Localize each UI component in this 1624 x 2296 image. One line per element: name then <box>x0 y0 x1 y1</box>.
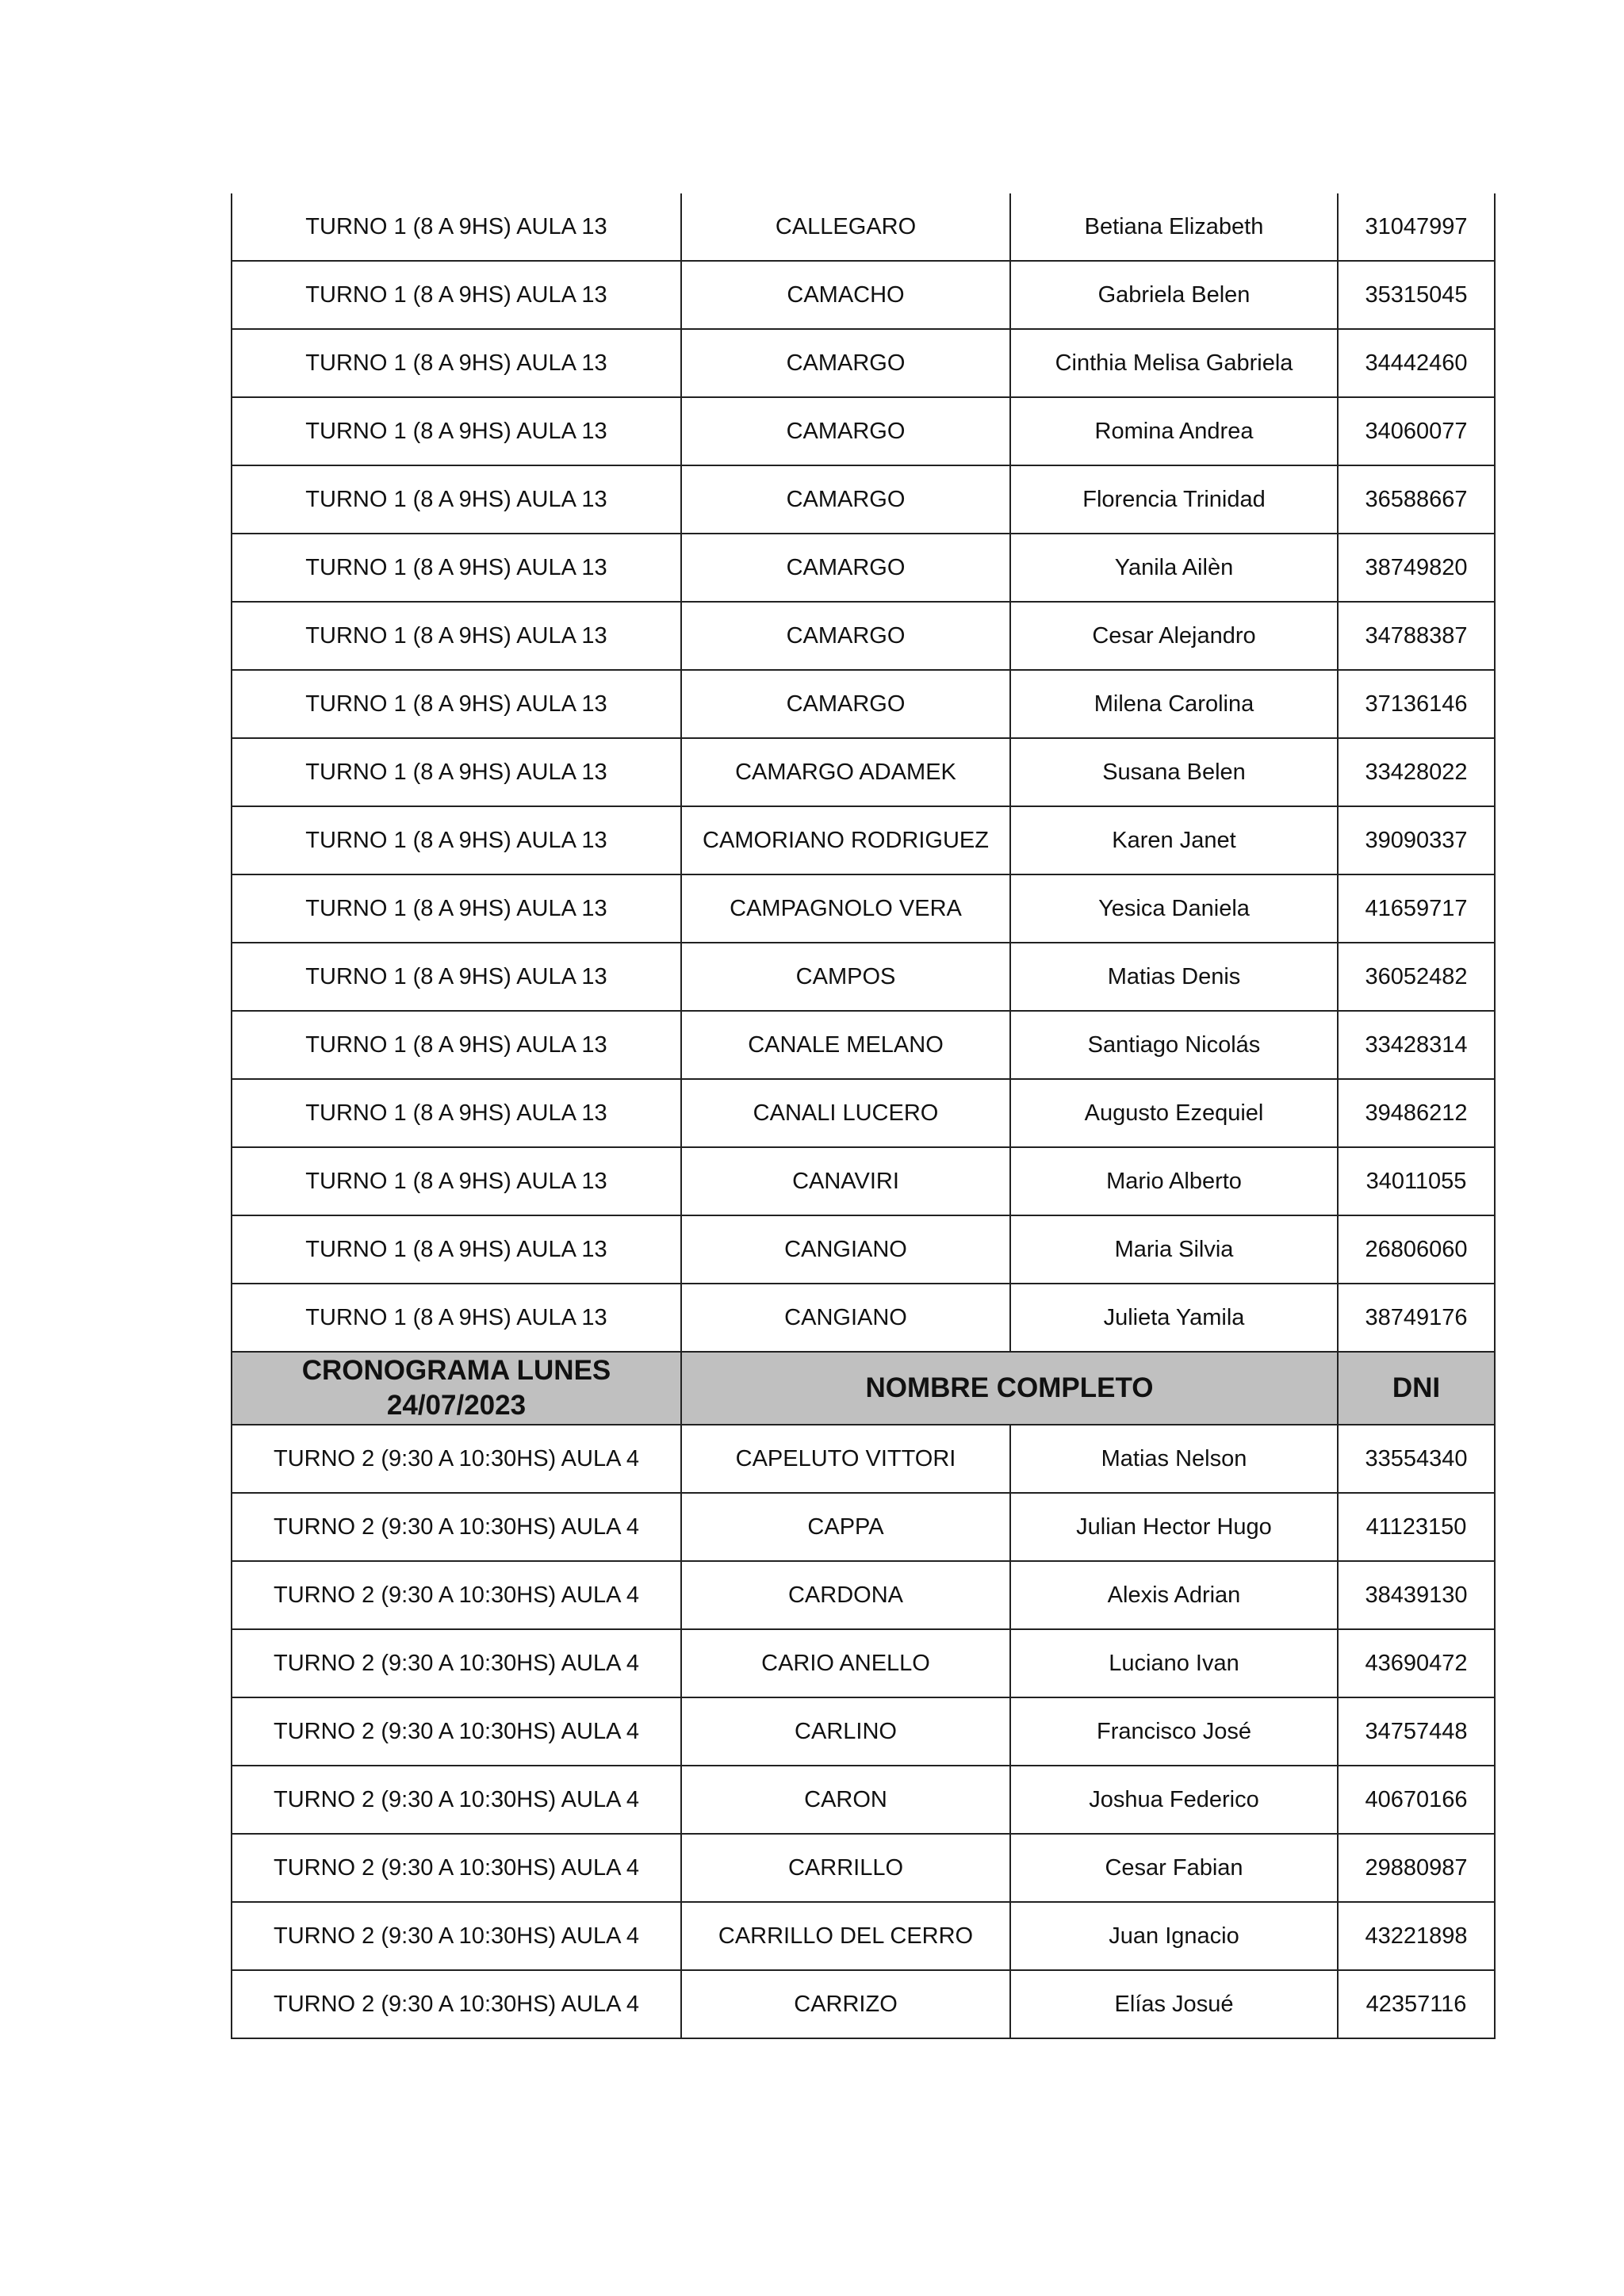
nombre-cell: Elías Josué <box>1010 1970 1338 2038</box>
apellido-cell: CAMPAGNOLO VERA <box>681 874 1010 943</box>
nombre-cell: Cinthia Melisa Gabriela <box>1010 329 1338 397</box>
table-row <box>232 1493 1495 1561</box>
dni-cell: 38749820 <box>1338 534 1495 602</box>
nombre-cell: Santiago Nicolás <box>1010 1011 1338 1079</box>
apellido-cell: CANALE MELANO <box>681 1011 1010 1079</box>
dni-cell: 39486212 <box>1338 1079 1495 1147</box>
apellido-cell: CAMARGO <box>681 670 1010 738</box>
turno-cell: TURNO 1 (8 A 9HS) AULA 13 <box>232 670 681 738</box>
nombre-cell: Juan Ignacio <box>1010 1902 1338 1970</box>
table-row <box>232 738 1495 806</box>
table-row <box>232 1902 1495 1970</box>
table-row <box>232 1561 1495 1629</box>
dni-cell: 40670166 <box>1338 1766 1495 1834</box>
dni-cell: 31047997 <box>1338 193 1495 261</box>
table-row <box>232 1147 1495 1215</box>
nombre-cell: Maria Silvia <box>1010 1215 1338 1284</box>
apellido-cell: CANALI LUCERO <box>681 1079 1010 1147</box>
turno-cell: TURNO 1 (8 A 9HS) AULA 13 <box>232 193 681 261</box>
apellido-cell: CAMARGO <box>681 329 1010 397</box>
dni-cell: 39090337 <box>1338 806 1495 874</box>
nombre-cell: Yesica Daniela <box>1010 874 1338 943</box>
table-row <box>232 670 1495 738</box>
dni-cell: 42357116 <box>1338 1970 1495 2038</box>
table-row <box>232 602 1495 670</box>
turno2-section <box>232 1425 1495 2038</box>
turno-cell: TURNO 1 (8 A 9HS) AULA 13 <box>232 534 681 602</box>
apellido-cell: CARRILLO DEL CERRO <box>681 1902 1010 1970</box>
apellido-cell: CAMACHO <box>681 261 1010 329</box>
header-cronograma: CRONOGRAMA LUNES 24/07/2023 <box>232 1352 681 1425</box>
dni-cell: 43690472 <box>1338 1629 1495 1697</box>
nombre-cell: Cesar Alejandro <box>1010 602 1338 670</box>
header-dni: DNI <box>1338 1352 1495 1425</box>
turno-cell: TURNO 2 (9:30 A 10:30HS) AULA 4 <box>232 1766 681 1834</box>
table-row <box>232 1079 1495 1147</box>
turno-cell: TURNO 1 (8 A 9HS) AULA 13 <box>232 1011 681 1079</box>
dni-cell: 35315045 <box>1338 261 1495 329</box>
nombre-cell: Florencia Trinidad <box>1010 465 1338 534</box>
nombre-cell: Cesar Fabian <box>1010 1834 1338 1902</box>
dni-cell: 29880987 <box>1338 1834 1495 1902</box>
nombre-cell: Augusto Ezequiel <box>1010 1079 1338 1147</box>
nombre-cell: Matias Denis <box>1010 943 1338 1011</box>
table-row <box>232 534 1495 602</box>
apellido-cell: CANGIANO <box>681 1215 1010 1284</box>
apellido-cell: CARRIZO <box>681 1970 1010 2038</box>
apellido-cell: CAMARGO <box>681 397 1010 465</box>
dni-cell: 41659717 <box>1338 874 1495 943</box>
turno-cell: TURNO 1 (8 A 9HS) AULA 13 <box>232 329 681 397</box>
apellido-cell: CAMARGO <box>681 602 1010 670</box>
turno1-section <box>232 193 1495 1352</box>
dni-cell: 33428314 <box>1338 1011 1495 1079</box>
table-row <box>232 1970 1495 2038</box>
dni-cell: 38749176 <box>1338 1284 1495 1352</box>
turno-cell: TURNO 2 (9:30 A 10:30HS) AULA 4 <box>232 1834 681 1902</box>
table-row <box>232 874 1495 943</box>
table-row <box>232 1284 1495 1352</box>
turno-cell: TURNO 1 (8 A 9HS) AULA 13 <box>232 465 681 534</box>
turno-cell: TURNO 1 (8 A 9HS) AULA 13 <box>232 602 681 670</box>
nombre-cell: Karen Janet <box>1010 806 1338 874</box>
nombre-cell: Susana Belen <box>1010 738 1338 806</box>
nombre-cell: Julian Hector Hugo <box>1010 1493 1338 1561</box>
nombre-cell: Yanila Ailèn <box>1010 534 1338 602</box>
apellido-cell: CARRILLO <box>681 1834 1010 1902</box>
turno-cell: TURNO 1 (8 A 9HS) AULA 13 <box>232 261 681 329</box>
turno-cell: TURNO 2 (9:30 A 10:30HS) AULA 4 <box>232 1970 681 2038</box>
dni-cell: 36052482 <box>1338 943 1495 1011</box>
dni-cell: 34788387 <box>1338 602 1495 670</box>
apellido-cell: CAMPOS <box>681 943 1010 1011</box>
table-row <box>232 1766 1495 1834</box>
schedule-table-container <box>231 193 1494 2039</box>
table-row <box>232 465 1495 534</box>
table-row <box>232 1425 1495 1493</box>
table-row <box>232 943 1495 1011</box>
nombre-cell: Julieta Yamila <box>1010 1284 1338 1352</box>
dni-cell: 34011055 <box>1338 1147 1495 1215</box>
apellido-cell: CAMARGO <box>681 465 1010 534</box>
apellido-cell: CANAVIRI <box>681 1147 1010 1215</box>
dni-cell: 34757448 <box>1338 1697 1495 1766</box>
table-row <box>232 329 1495 397</box>
turno-cell: TURNO 1 (8 A 9HS) AULA 13 <box>232 874 681 943</box>
dni-cell: 34442460 <box>1338 329 1495 397</box>
turno-cell: TURNO 2 (9:30 A 10:30HS) AULA 4 <box>232 1493 681 1561</box>
nombre-cell: Gabriela Belen <box>1010 261 1338 329</box>
header-nombre-completo: NOMBRE COMPLETO <box>681 1352 1338 1425</box>
turno-cell: TURNO 1 (8 A 9HS) AULA 13 <box>232 1079 681 1147</box>
dni-cell: 37136146 <box>1338 670 1495 738</box>
turno-cell: TURNO 1 (8 A 9HS) AULA 13 <box>232 1215 681 1284</box>
table-row <box>232 1629 1495 1697</box>
table-row <box>232 1011 1495 1079</box>
header-section <box>232 1352 1495 1425</box>
schedule-table <box>231 193 1496 2039</box>
apellido-cell: CAPPA <box>681 1493 1010 1561</box>
turno-cell: TURNO 1 (8 A 9HS) AULA 13 <box>232 943 681 1011</box>
nombre-cell: Mario Alberto <box>1010 1147 1338 1215</box>
nombre-cell: Joshua Federico <box>1010 1766 1338 1834</box>
dni-cell: 38439130 <box>1338 1561 1495 1629</box>
turno-cell: TURNO 1 (8 A 9HS) AULA 13 <box>232 806 681 874</box>
table-row <box>232 261 1495 329</box>
turno-cell: TURNO 2 (9:30 A 10:30HS) AULA 4 <box>232 1629 681 1697</box>
table-row <box>232 806 1495 874</box>
dni-cell: 41123150 <box>1338 1493 1495 1561</box>
turno-cell: TURNO 1 (8 A 9HS) AULA 13 <box>232 738 681 806</box>
nombre-cell: Betiana Elizabeth <box>1010 193 1338 261</box>
turno-cell: TURNO 1 (8 A 9HS) AULA 13 <box>232 397 681 465</box>
apellido-cell: CANGIANO <box>681 1284 1010 1352</box>
apellido-cell: CAMARGO ADAMEK <box>681 738 1010 806</box>
nombre-cell: Milena Carolina <box>1010 670 1338 738</box>
nombre-cell: Alexis Adrian <box>1010 1561 1338 1629</box>
apellido-cell: CARIO ANELLO <box>681 1629 1010 1697</box>
nombre-cell: Romina Andrea <box>1010 397 1338 465</box>
apellido-cell: CAMARGO <box>681 534 1010 602</box>
turno-cell: TURNO 2 (9:30 A 10:30HS) AULA 4 <box>232 1902 681 1970</box>
turno-cell: TURNO 1 (8 A 9HS) AULA 13 <box>232 1147 681 1215</box>
table-row <box>232 1215 1495 1284</box>
turno-cell: TURNO 2 (9:30 A 10:30HS) AULA 4 <box>232 1561 681 1629</box>
dni-cell: 36588667 <box>1338 465 1495 534</box>
turno-cell: TURNO 2 (9:30 A 10:30HS) AULA 4 <box>232 1697 681 1766</box>
apellido-cell: CARON <box>681 1766 1010 1834</box>
apellido-cell: CARLINO <box>681 1697 1010 1766</box>
dni-cell: 34060077 <box>1338 397 1495 465</box>
table-row <box>232 397 1495 465</box>
nombre-cell: Matias Nelson <box>1010 1425 1338 1493</box>
dni-cell: 33554340 <box>1338 1425 1495 1493</box>
apellido-cell: CAMORIANO RODRIGUEZ <box>681 806 1010 874</box>
table-header-row <box>232 1352 1495 1425</box>
dni-cell: 43221898 <box>1338 1902 1495 1970</box>
table-row <box>232 193 1495 261</box>
nombre-cell: Luciano Ivan <box>1010 1629 1338 1697</box>
dni-cell: 33428022 <box>1338 738 1495 806</box>
turno-cell: TURNO 2 (9:30 A 10:30HS) AULA 4 <box>232 1425 681 1493</box>
turno-cell: TURNO 1 (8 A 9HS) AULA 13 <box>232 1284 681 1352</box>
apellido-cell: CAPELUTO VITTORI <box>681 1425 1010 1493</box>
dni-cell: 26806060 <box>1338 1215 1495 1284</box>
apellido-cell: CARDONA <box>681 1561 1010 1629</box>
apellido-cell: CALLEGARO <box>681 193 1010 261</box>
table-row <box>232 1697 1495 1766</box>
nombre-cell: Francisco José <box>1010 1697 1338 1766</box>
table-row <box>232 1834 1495 1902</box>
